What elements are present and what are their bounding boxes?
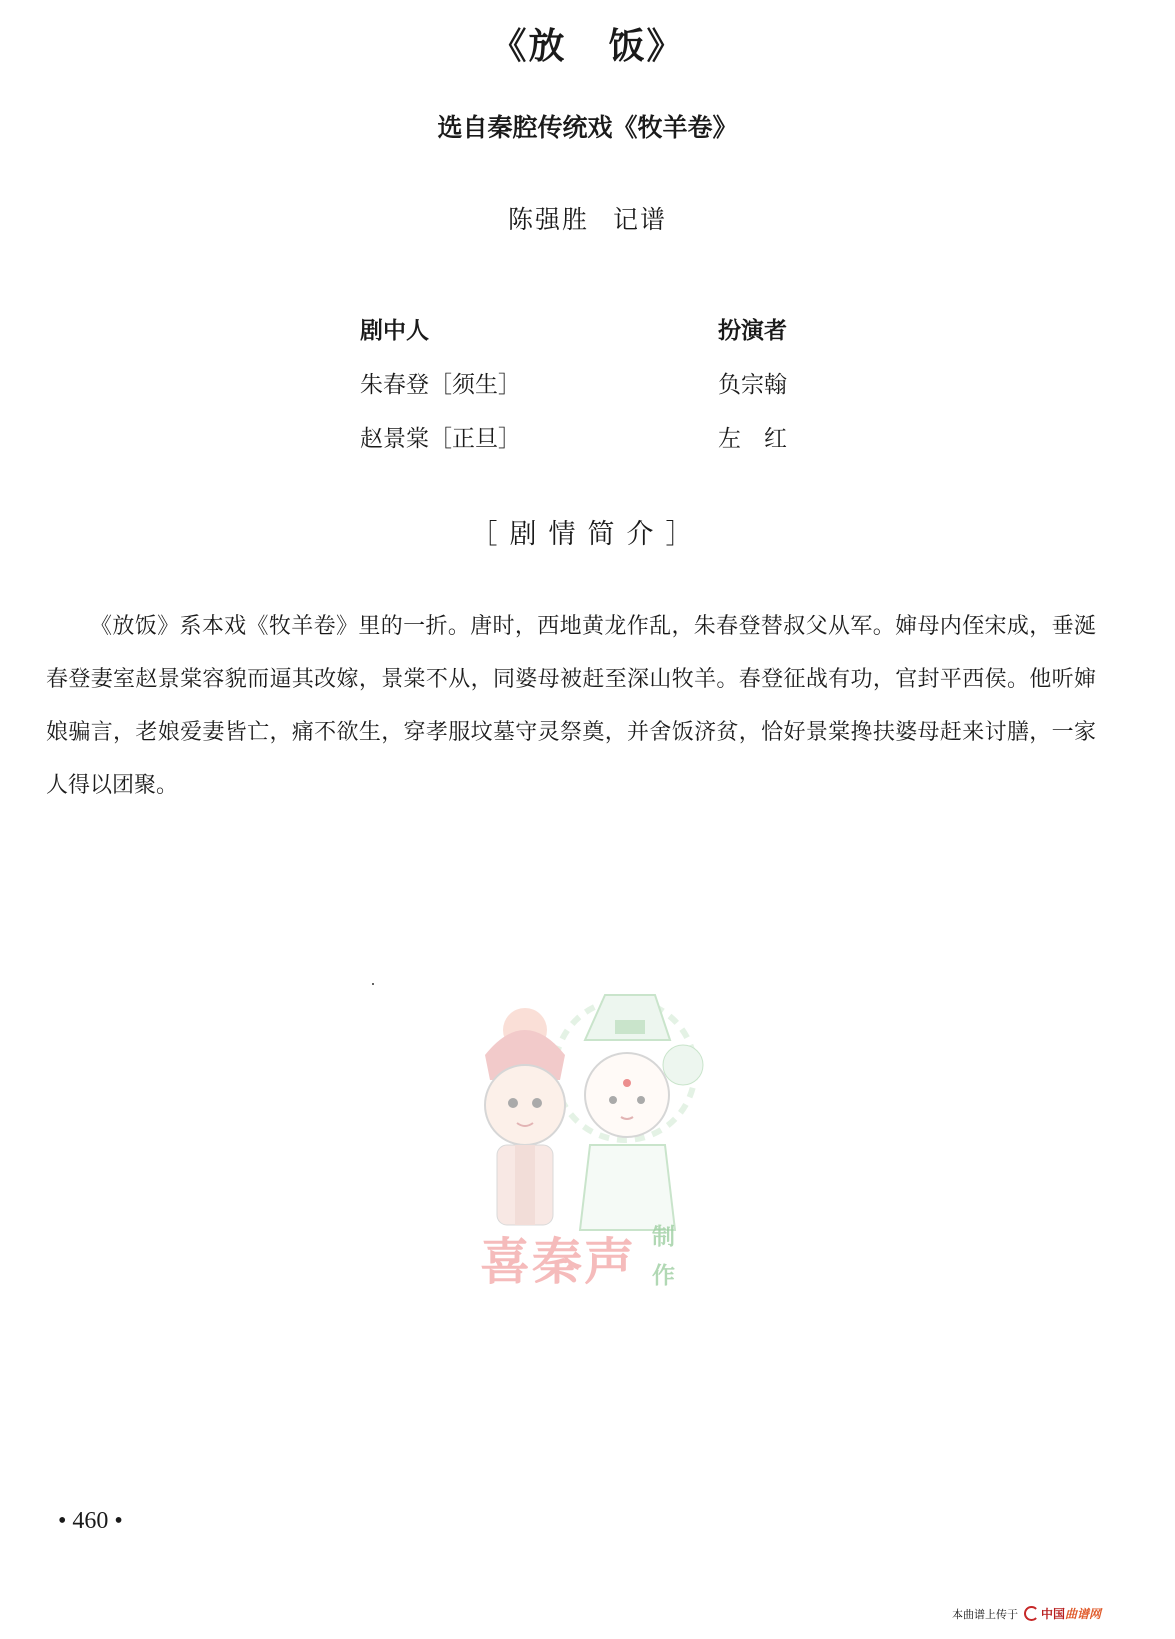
footer-prefix: 本曲谱上传于 [952,1608,1018,1621]
watermark-side-bottom: 作 [652,1262,675,1289]
synopsis-paragraph: 《放饭》系本戏《牧羊卷》里的一折。唐时，西地黄龙作乱，朱春登替叔父从军。婶母内侄宋成，垂涎春登妻室赵景棠容貌而逼其改嫁，景棠不从，同婆母被赶至深山牧羊。春登征战有功，官封平西侯。他听婶娘骗言，老娘爱妻皆亡，痛不欲生，穿孝服坟墓守灵祭奠，并舍饭济贫，恰好景棠搀扶婆母赶来讨膳，一家人得以团聚。 [46,614,1096,798]
cast-row-2-role: 赵景棠［正旦］ [360,426,521,452]
cast-header-actor: 扮演者 [718,317,787,344]
footer-site-accent: 曲谱网 [1065,1607,1102,1621]
stray-dot [372,983,374,985]
footer-site-main: 中国 [1041,1607,1066,1621]
page-number: • 460 • [58,1508,123,1534]
transcriber-name: 陈强胜 [507,205,589,234]
transcriber-line [0,200,1175,236]
footer-credit [952,1605,1101,1622]
cast-row-1-role: 朱春登［须生］ [360,372,521,398]
cast-header-role: 剧中人 [360,317,429,344]
transcriber-role: 记谱 [613,205,668,234]
synopsis-heading: ［剧情简介］ [470,519,705,550]
subtitle: 选自秦腔传统戏《牧羊卷》 [437,113,738,142]
title-part-1: 《放 [490,25,567,67]
cast-row-1-actor: 负宗翰 [718,372,787,398]
site-logo-icon [1024,1606,1039,1621]
page-title [0,18,1175,69]
watermark-side-top: 制 [652,1223,675,1250]
dan-figure-icon [485,1008,565,1225]
cast-row-2-actor: 左 红 [718,426,787,452]
watermark-text: 喜秦声 [480,1232,636,1291]
title-part-2: 饭》 [608,25,685,67]
